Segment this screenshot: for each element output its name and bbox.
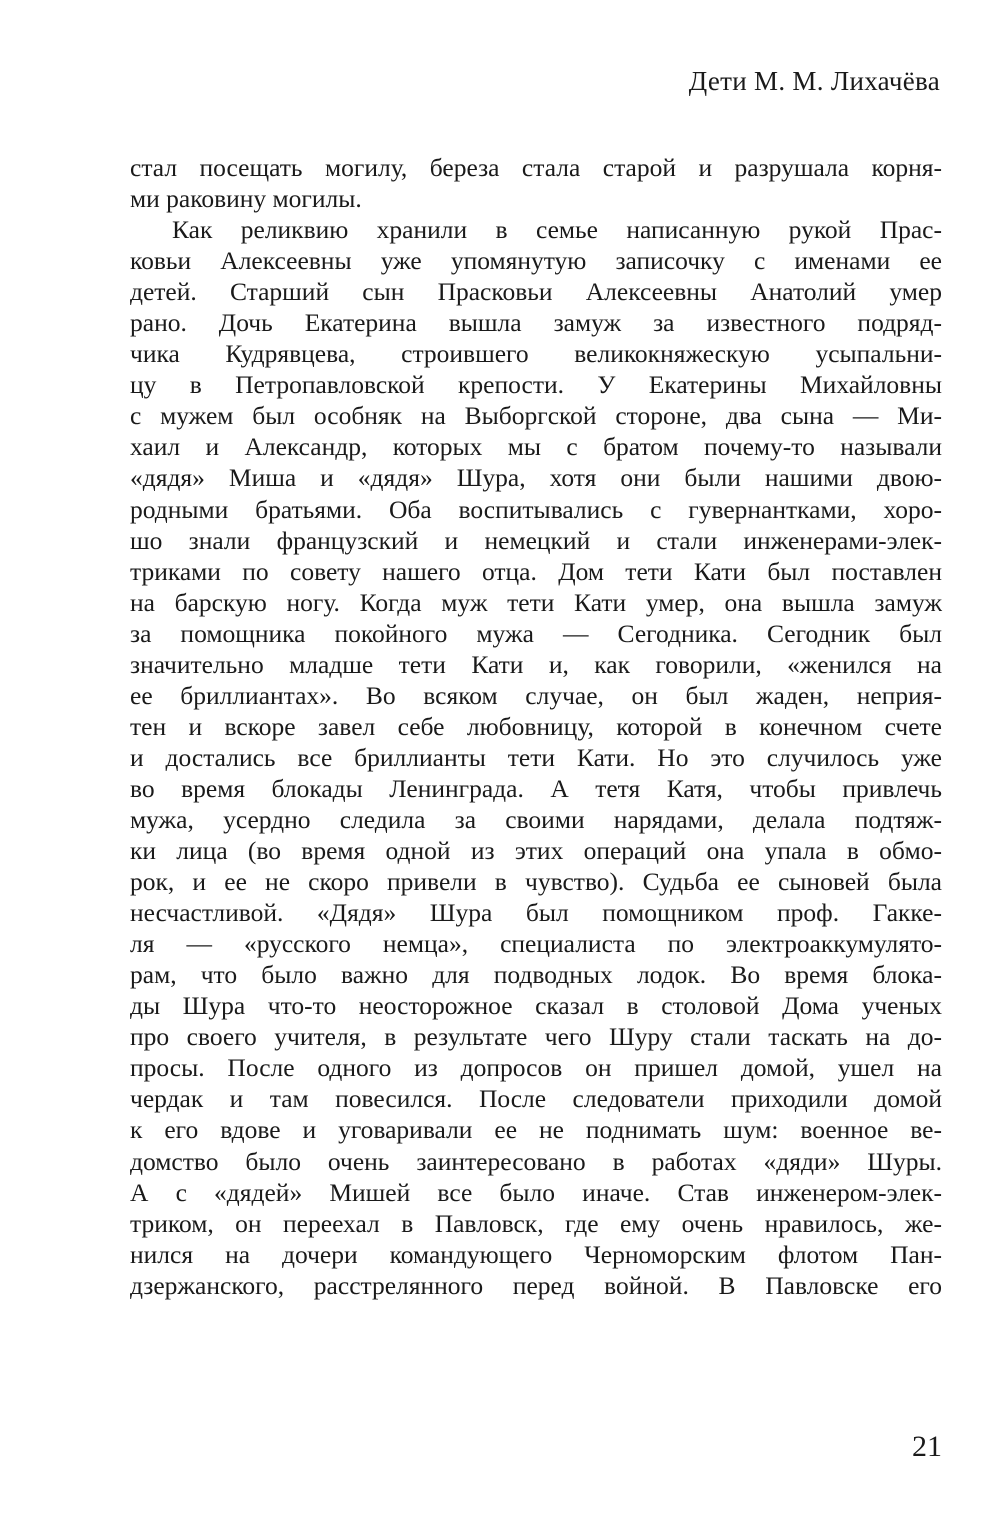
text-line: триками по совету нашего отца. Дом тети Кати был поставлен xyxy=(130,556,942,586)
text-line: цу в Петропавловской крепости. У Екатерины Михайловны xyxy=(130,370,942,400)
text-line: шо знали французский и немецкий и стали инженерами-элек- xyxy=(130,525,942,555)
text-line: ковьи Алексеевны уже упомянутую записочку с именами ее xyxy=(130,246,942,276)
text-line: нился на дочери командующего Черноморским флотом Пан- xyxy=(130,1239,942,1269)
text-line: тен и вскоре завел себе любовницу, которой в конечном счете xyxy=(130,711,942,741)
body-text xyxy=(130,152,942,1301)
text-line: ми раковину могилы. xyxy=(130,184,362,214)
text-line: рано. Дочь Екатерина вышла замуж за известного подряд- xyxy=(130,308,942,338)
text-line: ды Шура что-то неосторожное сказал в столовой Дома ученых xyxy=(130,991,942,1021)
page-number: 21 xyxy=(912,1430,942,1463)
text-line: мужа, усердно следила за своими нарядами, делала подтяж- xyxy=(130,804,942,834)
text-line: ля — «русского немца», специалиста по электроаккумулято- xyxy=(130,929,942,959)
text-line: к его вдове и уговаривали ее не поднимать шум: военное ве- xyxy=(130,1115,942,1145)
text-line: значительно младше тети Кати и, как говорили, «женился на xyxy=(130,649,942,679)
text-line: чика Кудрявцева, строившего великокняжескую усыпальни- xyxy=(130,339,942,369)
text-line: домство было очень заинтересовано в работах «дяди» Шуры. xyxy=(130,1146,942,1176)
running-head: Дети М. М. Лихачёва xyxy=(688,66,940,96)
text-line: детей. Старший сын Прасковьи Алексеевны Анатолий умер xyxy=(130,277,942,307)
text-line: просы. После одного из допросов он пришел домой, ушел на xyxy=(130,1053,942,1083)
text-line: ее бриллиантах». Во всяком случае, он был жаден, неприя- xyxy=(130,680,942,710)
text-line: чердак и там повесился. После следователи приходили домой xyxy=(130,1084,942,1114)
text-line: рам, что было важно для подводных лодок. Во время блока- xyxy=(130,960,942,990)
text-line: ки лица (во время одной из этих операций она упала в обмо- xyxy=(130,836,942,866)
text-line: дзержанского, расстрелянного перед войной. В Павловске его xyxy=(130,1270,942,1300)
text-line: про своего учителя, в результате чего Шуру стали таскать на до- xyxy=(130,1022,942,1052)
text-line: на барскую ногу. Когда муж тети Кати умер, она вышла замуж xyxy=(130,587,942,617)
text-line: стал посещать могилу, береза стала старой и разрушала корня- xyxy=(130,153,942,182)
text-line: и достались все бриллианты тети Кати. Но это случилось уже xyxy=(130,742,942,772)
text-line: рок, и ее не скоро привели в чувство). Судьба ее сыновей была xyxy=(130,867,942,897)
text-line: триком, он переехал в Павловск, где ему очень нравилось, же- xyxy=(130,1208,942,1238)
text-line: с мужем был особняк на Выборгской стороне, два сына — Ми- xyxy=(130,401,942,431)
text-line: за помощника покойного мужа — Сегодника. Сегодник был xyxy=(130,618,942,648)
text-line: родными братьями. Оба воспитывались с гувернантками, хоро- xyxy=(130,494,942,524)
text-line: А с «дядей» Мишей все было иначе. Став инженером-элек- xyxy=(130,1177,942,1207)
text-line: Как реликвию хранили в семье написанную рукой Прас- xyxy=(172,215,942,245)
text-line: «дядя» Миша и «дядя» Шура, хотя они были нашими двою- xyxy=(130,463,942,493)
text-line: несчастливой. «Дядя» Шура был помощником проф. Гакке- xyxy=(130,898,942,928)
text-line: во время блокады Ленинграда. А тетя Катя, чтобы привлечь xyxy=(130,773,942,803)
text-line: хаил и Александр, которых мы с братом почему-то называли xyxy=(130,432,942,462)
